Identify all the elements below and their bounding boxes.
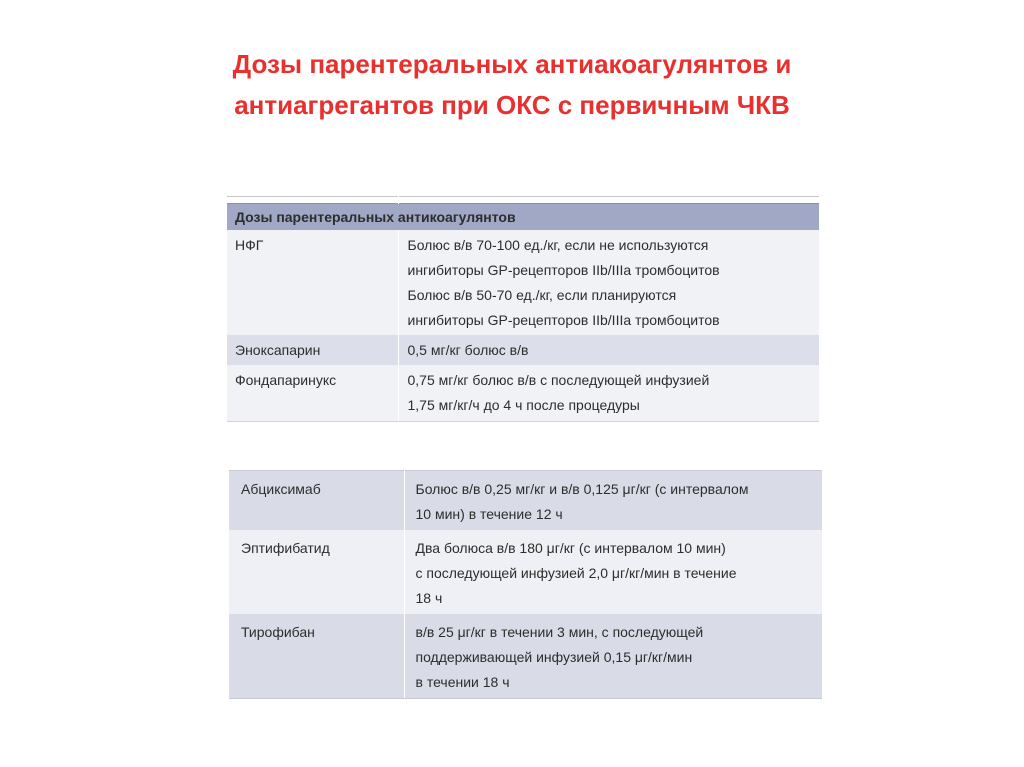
dose-line: Болюс в/в 0,25 мг/кг и в/в 0,125 μг/кг (с интервалом: [415, 481, 749, 497]
dose-line: поддерживающей инфузией 0,15 μг/кг/мин: [415, 649, 693, 665]
antiplatelets-table: [229, 470, 822, 699]
dose-line: с последующей инфузией 2,0 μг/кг/мин в течение: [415, 565, 737, 581]
dose-line: ингибиторы GP-рецепторов IIb/IIIa тромбоцитов: [407, 312, 720, 328]
dose-cell: [404, 471, 822, 531]
table-row: [227, 335, 819, 365]
table-header-row: [227, 204, 819, 231]
table-row: [227, 230, 819, 335]
dose-line: 1,75 мг/кг/ч до 4 ч после процедуры: [407, 397, 640, 413]
dose-cell: [398, 335, 819, 365]
dose-line: в/в 25 μг/кг в течении 3 мин, с последующей: [415, 624, 704, 640]
anticoagulants-table: [227, 196, 819, 422]
slide-title-line: антиагрегантов при ОКС с первичным ЧКВ: [234, 90, 790, 120]
dose-cell: [398, 230, 819, 335]
dose-line: 10 мин) в течение 12 ч: [415, 506, 563, 522]
drug-name: Тирофибан: [229, 614, 404, 699]
dose-line: 18 ч: [415, 590, 443, 606]
dose-cell: [398, 365, 819, 422]
drug-name: Абциксимаб: [229, 471, 404, 531]
dose-line: в течении 18 ч: [415, 674, 510, 690]
dose-line: Болюс в/в 70-100 ед./кг, если не используются: [407, 237, 709, 253]
dose-line: Два болюса в/в 180 μг/кг (с интервалом 10 мин): [415, 540, 726, 556]
slide-title: [0, 44, 1024, 126]
slide-title-line: Дозы парентеральных антиакоагулянтов и: [232, 49, 792, 79]
table-row: [229, 614, 822, 699]
dose-line: 0,75 мг/кг болюс в/в с последующей инфузией: [407, 372, 710, 388]
dose-line: Болюс в/в 50-70 ед./кг, если планируются: [407, 287, 677, 303]
dose-cell: [404, 614, 822, 699]
table-header: Дозы парентеральных антикоагулянтов: [227, 204, 819, 231]
dose-line: ингибиторы GP-рецепторов IIb/IIIa тромбоцитов: [407, 262, 720, 278]
dose-line: 0,5 мг/кг болюс в/в: [407, 342, 529, 358]
table-row: [227, 365, 819, 422]
drug-name: Эноксапарин: [227, 335, 398, 365]
table-row: [229, 471, 822, 531]
table-row: [229, 530, 822, 614]
drug-name: НФГ: [227, 230, 398, 335]
dose-cell: [404, 530, 822, 614]
drug-name: Фондапаринукс: [227, 365, 398, 422]
drug-name: Эптифибатид: [229, 530, 404, 614]
table-top-rule: [227, 197, 819, 204]
